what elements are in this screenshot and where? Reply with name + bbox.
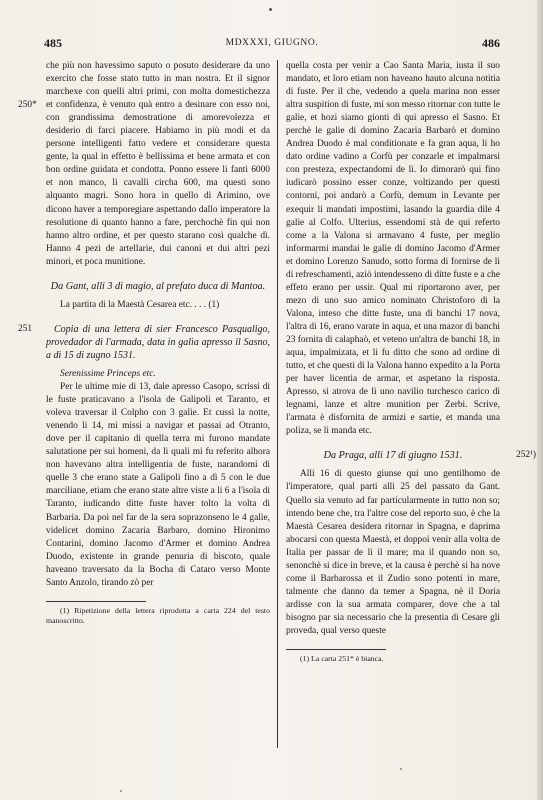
left-paragraph-2: La partita di la Maestà Cesarea etc. . . . (1) (60, 299, 220, 310)
margin-number-250: 250* (18, 100, 37, 110)
page-number-left: 485 (44, 36, 62, 50)
footnote-left: (1) Ripetizione della lettera riprodotta a carta 224 del testo manoscritto. (46, 605, 270, 625)
paper-speck (400, 768, 402, 770)
column-divider (277, 60, 278, 748)
page-edge-shadow (537, 0, 543, 800)
heading-pasqualigo: Copia di una lettera di sier Francesco Pasqualigo, provedador di l'armada, data in galìa apresso il Sasno, a dì 15 di zugno 1531. (46, 323, 270, 361)
margin-number-252: 252¹) (516, 450, 536, 461)
letter-heading-block (18, 323, 270, 362)
left-paragraph-1: che più non havessimo saputo o posuto desiderare da uno exercito che fosse stato tutto in man nostra. Et il signor marchexe con quelli altri primi, con molta domestichezza et confidenza, è venuto quà entro a desinare con esso noi, con grandissima demostratione di amorevolezza et desiderio di farci piacere. Habiamo in più modi et da persone intelligenti fatto vedere et considerare questa gente, la qual in effetto è bellissima et bene armata et con bon ordine guidata et condotta. Ponno essere li fanti 6000 et non manco, li cavalli circha 600, ma questi sono alquanto magri. Sono hora in quello di Arimino, ove dicono haver a temporegiare aspettando dallo imperatore la resolutione di quanto hanno a fare, perchochè fin qui non hanno altro ordine, et per questo starano così qualche dì. Hanno 4 pezi de artellarie, dui canoni et dui altri pezi minori, et poca munitione. (46, 61, 270, 267)
heading-praga: Da Praga, alli 17 di giugno 1531. (323, 450, 463, 462)
footnote-rule-left (46, 601, 146, 602)
running-header (44, 36, 500, 50)
right-paragraph-2: Alli 16 di questo giunse qui uno gentilhomo de l'imperatore, qual parti alli 25 del passato da Gant. Quello sia venuto ad far particularmente in tutto non so; intendo bene che, tra l'altre cose del reporto suo, è che la Maestà Cesarea desidera ritornar in Spagna, e daprima abocarsi con questa Maestà, et doppoi venir alla volta de Italia per passar de lì il mare; ma il quando non so, senonchè si dice in breve, et la causa è perchè si ha nove come il Barbarossa et il Zudio sono potenti in mare, talmente che danno da temer a Spagna, nè il Doria ardisse con la sua armata comparer, dove che a tal bisogno par sia necessario che la presentia di Cesare gli proveda, qual verso queste (286, 469, 500, 636)
margin-number-251: 251 (18, 323, 33, 334)
paper-speck (120, 790, 122, 792)
footnote-rule-right (286, 649, 386, 650)
left-column (18, 60, 270, 626)
right-paragraph-1: quella costa per venir a Cao Santa Maria, iusta il suo mandato, et loro etiam non haveano hauto alcuna notitia di fuste. Per il che, vedendo a quela marina non esser altra suspition di fuste, mi son messo ritornar con tutte le galìe, et hozi siamo gionti di qui apresso el Sasno. Et perchè le galìe di domino Zacaria Barbarò et domino Andrea Duodo è mal conditionate e fa gran aqua, li ho dato ordine vadino a Corfù per conzarle et impalmarsi con presteza, expectandomi de lì. Io dimorarò qui fino iudicarò possino esser conze, voltizando per questi contorni, poi andarò a Corfù, demum in Levante per exequir li mandati impostimi, lasando la guardia dile 4 galìe al Colfo. Ulterius, essendomi stà de qui referto come a la Valona si armavano 4 fuste, per meglio informarmi mandai le galìe di domino Jacomo d'Armer et domino Lorenzo Sanudo, sotto forma di fornirse de li di refreschamenti, aziò intendesseno di ditte fuste e a che effeto erano per ussir. Qual mi riportarono aver, per mezo di uno suo amico nominato Christoforo di la Valona, inteso che ditte fuste, una di banchi 17 nova, l'altra di 16, erano varate in aqua, et una mazor di banchi 23 fornita di calaphaò, et veteno un'altra de banchi 18, in aqua, impalmizata, et li fu ditto che sono ad ordine di tutto, et che questi di la Valona hanno expedito a la Porta per haver licentia de armar, et aspetano la risposta. Apresso, si atrova de lì uno navilio turchesco carico di legnami, lanze et altre munition per Zerbi. Scrive, l'armata è disfornita de armizi e sartie, et manda una poliza, se li manda etc. (286, 61, 500, 437)
page-mark (269, 8, 272, 11)
salutation: Serenissime Princeps etc. (60, 368, 156, 379)
page-number-right: 486 (482, 36, 500, 50)
praga-heading-block (286, 449, 536, 462)
running-title: MDXXXI, GIUGNO. (225, 38, 319, 48)
heading-gant: Da Gant, alli 3 di magio, al prefato duca di Mantoa. (50, 280, 266, 292)
left-paragraph-3: Per le ultime mie di 13, dale apresso Casopo, scrissi di le fuste praticavano a l'isola de Galipoli et Taranto, et voleva traversar il Colpho con 3 galìe. Et cussì la notte, venendo li 14, mi missi a navigar et passai ad Otranto, dove per il capitanio di quella terra mi furono mandate salutatione per sui homeni, da li quali mi fu referito alhora non havevano altra intelligentia de fuste, narandomi di quelle 3 che erano state a Galipoli fino a dì 5 con le due marciliane, etiam che erano state altre viste a li 6 a l'isola di Taranto, iudicando ditte fuste haver tolto la volta di Barbaria. Da poi nel far de la sera soprazonseno le 4 galìe, videlicet domino Zacaria Barbaro, domino Hironimo Contarini, domino Jacomo d'Armer et domino Andrea Duodo, existente in grande penuria di biscoto, quale haveano traversato da la Bocha di Cataro verso Monte Santo Anzolo, tirando zò per (46, 382, 270, 588)
footnote-right: (1) La carta 251* è bianca. (300, 654, 384, 664)
right-column (286, 60, 536, 664)
